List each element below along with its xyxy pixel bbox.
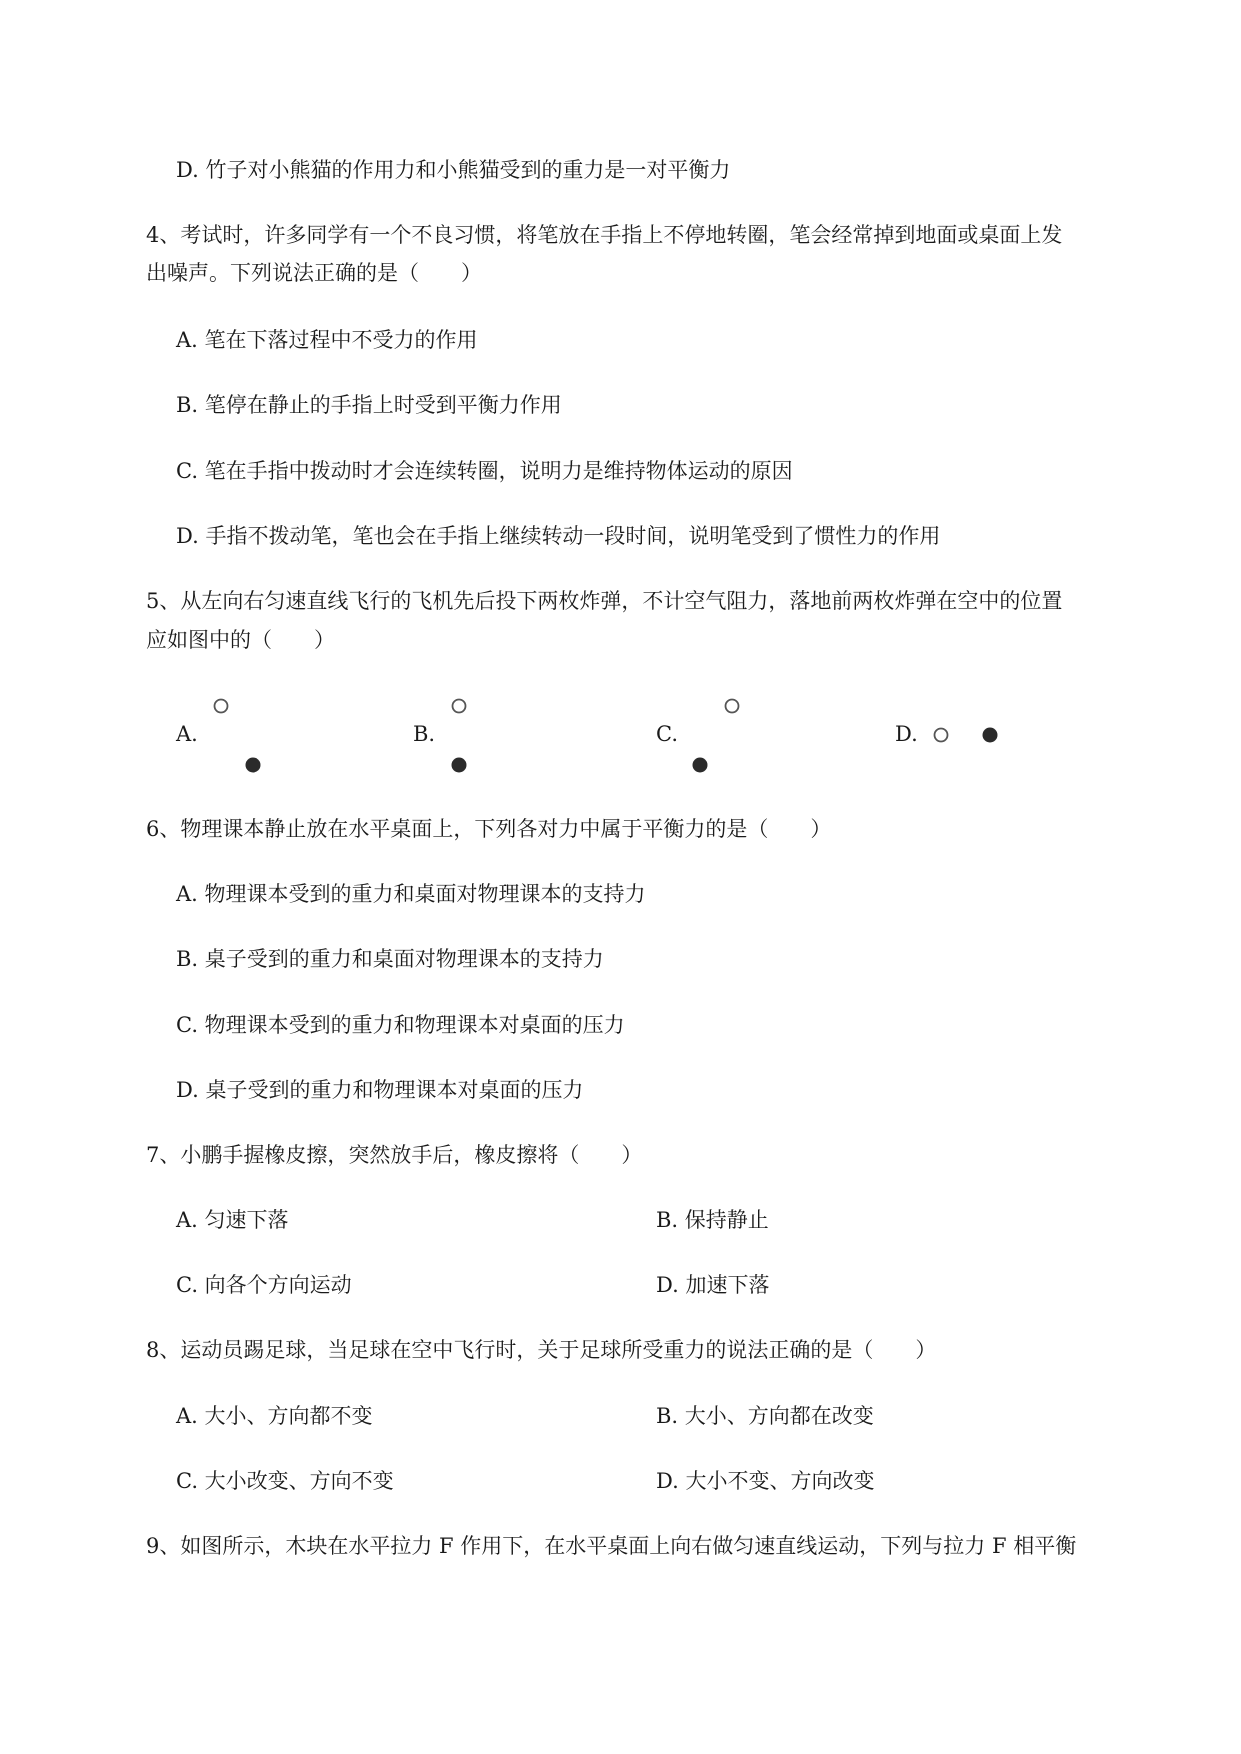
q7-option-a: A. 匀速下落 xyxy=(176,1208,289,1232)
q5-d-bomb-right xyxy=(983,728,998,743)
q4-stem-line1: 4、考试时，许多同学有一个不良习惯，将笔放在手指上不停地转圈，笔会经常掉到地面或桌面上发 xyxy=(146,223,1063,247)
q6-stem: 6、物理课本静止放在水平桌面上，下列各对力中属于平衡力的是（ ） xyxy=(146,817,832,841)
q3-option-d: D. 竹子对小熊猫的作用力和小熊猫受到的重力是一对平衡力 xyxy=(176,158,731,182)
q5-stem-line1: 5、从左向右匀速直线飞行的飞机先后投下两枚炸弹，不计空气阻力，落地前两枚炸弹在空中的位置 xyxy=(146,589,1063,613)
q6-option-b: B. 桌子受到的重力和桌面对物理课本的支持力 xyxy=(176,947,604,971)
q8-option-d: D. 大小不变、方向改变 xyxy=(656,1469,875,1493)
q5-b-bomb-lower xyxy=(452,758,467,773)
q5-a-bomb-lower xyxy=(246,758,261,773)
q6-option-d: D. 桌子受到的重力和物理课本对桌面的压力 xyxy=(176,1078,584,1102)
q7-option-c: C. 向各个方向运动 xyxy=(176,1273,352,1297)
q4-stem-line2: 出噪声。下列说法正确的是（ ） xyxy=(146,261,482,285)
q6-option-a: A. 物理课本受到的重力和桌面对物理课本的支持力 xyxy=(176,882,646,906)
q5-stem-line2: 应如图中的（ ） xyxy=(146,628,335,652)
q9-stem-line1: 9、如图所示，木块在水平拉力 F 作用下，在水平桌面上向右做匀速直线运动，下列与拉力 F 相平衡 xyxy=(146,1534,1077,1558)
q5-figure-label-c: C. xyxy=(656,722,678,746)
q5-c-bomb-upper xyxy=(726,700,739,713)
q5-b-bomb-upper xyxy=(453,700,466,713)
q4-option-b: B. 笔停在静止的手指上时受到平衡力作用 xyxy=(176,393,562,417)
q8-option-b: B. 大小、方向都在改变 xyxy=(656,1404,874,1428)
q4-option-c: C. 笔在手指中拨动时才会连续转圈，说明力是维持物体运动的原因 xyxy=(176,459,793,483)
q8-option-a: A. 大小、方向都不变 xyxy=(176,1404,373,1428)
q4-option-d: D. 手指不拨动笔，笔也会在手指上继续转动一段时间，说明笔受到了惯性力的作用 xyxy=(176,524,941,548)
q5-c-bomb-lower xyxy=(693,758,708,773)
q4-option-a: A. 笔在下落过程中不受力的作用 xyxy=(176,328,478,352)
q6-option-c: C. 物理课本受到的重力和物理课本对桌面的压力 xyxy=(176,1013,625,1037)
q7-option-d: D. 加速下落 xyxy=(656,1273,770,1297)
q5-a-bomb-upper xyxy=(215,700,228,713)
q8-stem: 8、运动员踢足球，当足球在空中飞行时，关于足球所受重力的说法正确的是（ ） xyxy=(146,1338,937,1362)
q5-d-bomb-left xyxy=(935,729,948,742)
q5-figure-label-b: B. xyxy=(413,722,436,746)
q5-figure-label-a: A. xyxy=(176,722,198,746)
q7-stem: 7、小鹏手握橡皮擦，突然放手后，橡皮擦将（ ） xyxy=(146,1143,643,1167)
q8-option-c: C. 大小改变、方向不变 xyxy=(176,1469,394,1493)
q7-option-b: B. 保持静止 xyxy=(656,1208,769,1232)
q5-figure-label-d: D. xyxy=(895,722,918,746)
